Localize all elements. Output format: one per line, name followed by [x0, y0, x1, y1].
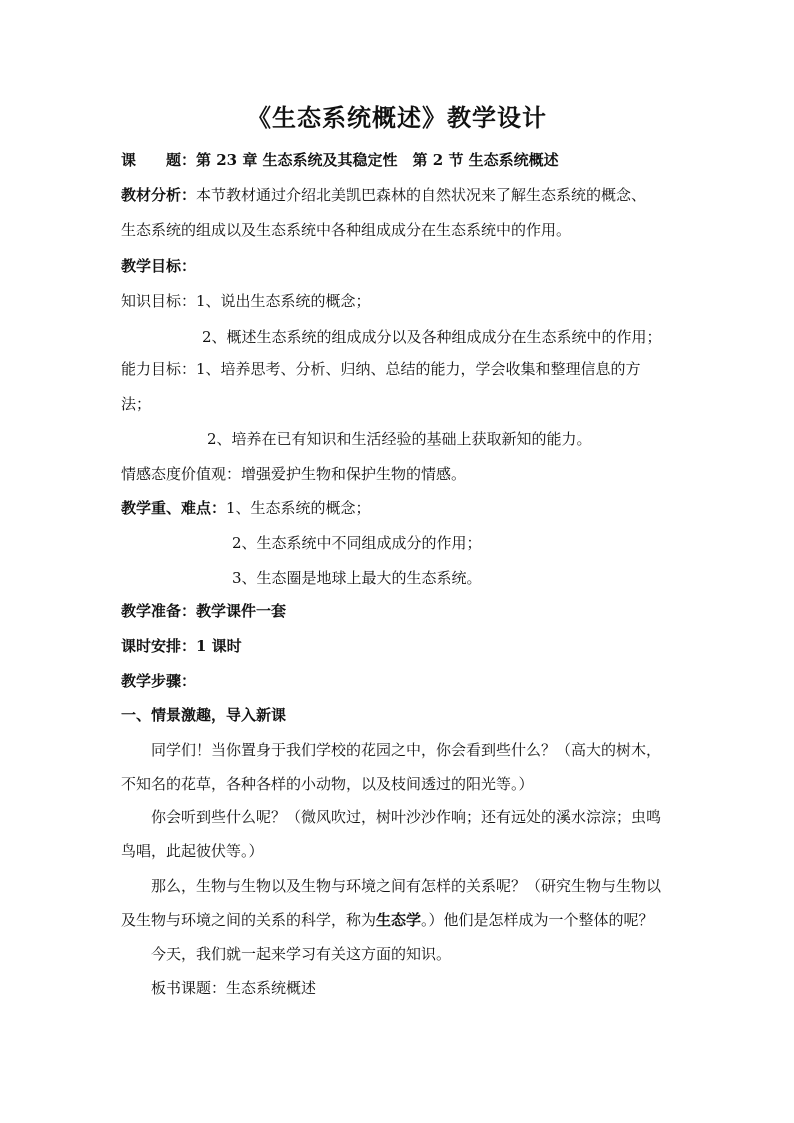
paragraph-3-line-2 — [121, 909, 654, 931]
analysis-label: 教材分析： — [121, 186, 197, 204]
steps-heading: 教学步骤： — [121, 672, 197, 690]
paragraph-1-line-1: 同学们！当你置身于我们学校的花园之中，你会看到些什么？（高大的树木， — [151, 741, 662, 759]
knowledge-goal-2: 2、概述生态系统的组成成分以及各种组成成分在生态系统中的作用； — [202, 328, 662, 346]
ability-goal-label: 能力目标： — [121, 360, 197, 378]
page-title: 《生态系统概述》教学设计 — [247, 103, 547, 132]
knowledge-goal-label: 知识目标： — [121, 292, 197, 310]
ability-goal-line-1 — [121, 358, 641, 380]
paragraph-5: 板书课题：生态系统概述 — [151, 979, 317, 997]
analysis-line-2: 生态系统的组成以及生态系统中各种组成成分在生态系统中的作用。 — [121, 221, 572, 239]
analysis-line-1 — [121, 184, 646, 206]
paragraph-3-pre: 及生物与环境之间的关系的科学，称为 — [121, 911, 377, 929]
schedule-line: 课时安排：1 课时 — [121, 637, 242, 655]
paragraph-3-keyword: 生态学 — [376, 911, 422, 929]
knowledge-goal-1: 1、说出生态系统的概念； — [196, 292, 371, 310]
paragraph-2-line-2: 鸟唱，此起彼伏等。） — [121, 842, 264, 860]
paragraph-3-line-1: 那么，生物与生物以及生物与环境之间有怎样的关系呢？（研究生物与生物以 — [151, 877, 662, 895]
key-point-1: 1、生态系统的概念； — [226, 499, 371, 517]
paragraph-4: 今天，我们就一起来学习有关这方面的知识。 — [151, 945, 452, 963]
goals-heading: 教学目标： — [121, 257, 197, 275]
paragraph-2-line-1: 你会听到些什么呢？（微风吹过，树叶沙沙作响；还有远处的溪水淙淙；虫鸣 — [151, 808, 662, 826]
key-point-3: 3、生态圈是地球上最大的生态系统。 — [232, 569, 482, 587]
emotion-goal: 情感态度价值观：增强爱护生物和保护生物的情感。 — [121, 465, 467, 483]
paragraph-3-post: 。）他们是怎样成为一个整体的呢？ — [421, 911, 654, 929]
key-points-line-1 — [121, 497, 371, 519]
knowledge-goal-line-1 — [121, 290, 371, 312]
key-points-label: 教学重、难点： — [121, 499, 227, 517]
paragraph-1-line-2: 不知名的花草，各种各样的小动物，以及枝间透过的阳光等。） — [121, 775, 534, 793]
ability-goal-1b: 法； — [121, 395, 152, 413]
key-point-2: 2、生态系统中不同组成成分的作用； — [232, 534, 482, 552]
ability-goal-1a: 1、培养思考、分析、归纳、总结的能力，学会收集和整理信息的方 — [196, 360, 641, 378]
analysis-text-1: 本节教材通过介绍北美凯巴森林的自然状况来了解生态系统的概念、 — [196, 186, 647, 204]
topic-label: 课 题： — [121, 151, 197, 169]
section-1-heading: 一、情景激趣，导入新课 — [121, 706, 287, 724]
topic-line — [121, 149, 559, 171]
ability-goal-2: 2、培养在已有知识和生活经验的基础上获取新知的能力。 — [207, 430, 592, 448]
preparation-line: 教学准备：教学课件一套 — [121, 602, 287, 620]
topic-text: 第 23 章 生态系统及其稳定性 第 2 节 生态系统概述 — [196, 151, 559, 169]
